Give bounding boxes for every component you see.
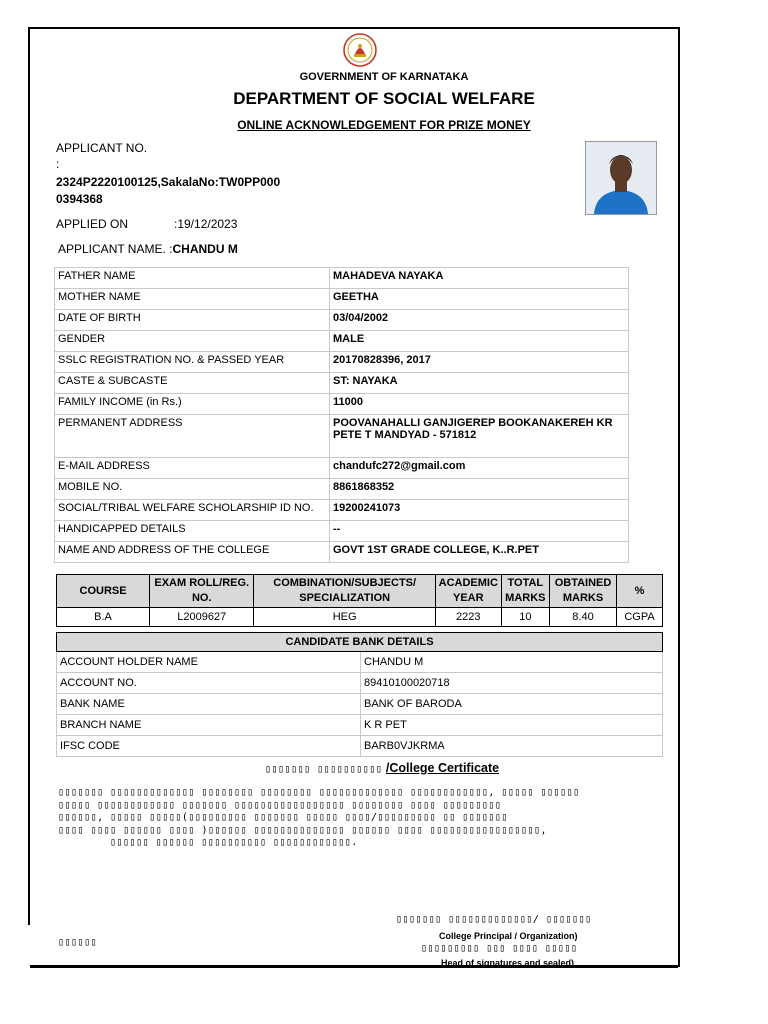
detail-value: 19200241073 <box>330 500 629 521</box>
detail-label: SSLC REGISTRATION NO. & PASSED YEAR <box>55 352 330 373</box>
principal-signature-kannada: ▯▯▯▯▯▯▯ ▯▯▯▯▯▯▯▯▯▯▯▯▯/ ▯▯▯▯▯▯▯ <box>396 914 592 925</box>
detail-row <box>55 542 629 563</box>
detail-value: MALE <box>330 331 629 352</box>
applicant-photo <box>585 141 657 215</box>
bank-label: BANK NAME <box>57 694 361 715</box>
bank-label: ACCOUNT HOLDER NAME <box>57 652 361 673</box>
detail-label: PERMANENT ADDRESS <box>55 415 330 458</box>
bank-details-title: CANDIDATE BANK DETAILS <box>57 633 663 652</box>
course-column-header: EXAM ROLL/REG. NO. <box>150 575 254 608</box>
applicant-details-table <box>54 267 629 563</box>
detail-row <box>55 352 629 373</box>
detail-value: GOVT 1ST GRADE COLLEGE, K..R.PET <box>330 542 629 563</box>
applicant-number-value: 2324P2220100125,SakalaNo:TW0PP000 0394368 <box>56 175 281 206</box>
detail-value: -- <box>330 521 629 542</box>
detail-row <box>55 521 629 542</box>
detail-value: 20170828396, 2017 <box>330 352 629 373</box>
acknowledgement-title: ONLINE ACKNOWLEDGEMENT FOR PRIZE MONEY <box>237 118 531 132</box>
course-column-header: COMBINATION/SUBJECTS/ SPECIALIZATION <box>254 575 435 608</box>
applicant-name <box>58 242 238 256</box>
bank-value: 89410100020718 <box>361 673 663 694</box>
detail-row <box>55 458 629 479</box>
detail-label: FATHER NAME <box>55 268 330 289</box>
bank-value: K R PET <box>361 715 663 736</box>
certificate-line: ▯▯▯▯▯▯ ▯▯▯▯▯▯ ▯▯▯▯▯▯▯▯▯▯ ▯▯▯▯▯▯▯▯▯▯▯▯. <box>110 837 358 848</box>
page-border-bottom <box>30 965 678 968</box>
bank-row <box>57 694 663 715</box>
college-certificate-title <box>265 761 499 775</box>
detail-value: 11000 <box>330 394 629 415</box>
detail-row <box>55 394 629 415</box>
bank-label: IFSC CODE <box>57 736 361 757</box>
detail-label: NAME AND ADDRESS OF THE COLLEGE <box>55 542 330 563</box>
bank-value: CHANDU M <box>361 652 663 673</box>
bank-row <box>57 673 663 694</box>
bank-row <box>57 736 663 757</box>
detail-label: SOCIAL/TRIBAL WELFARE SCHOLARSHIP ID NO. <box>55 500 330 521</box>
karnataka-emblem-icon <box>342 32 378 68</box>
certificate-line: ▯▯▯▯▯▯▯ ▯▯▯▯▯▯▯▯▯▯▯▯▯ ▯▯▯▯▯▯▯▯ ▯▯▯▯▯▯▯▯ ▯▯▯▯▯▯▯▯▯▯▯▯▯ ▯▯▯▯▯▯▯▯▯▯▯▯, ▯▯▯▯▯ ▯▯▯▯▯▯ <box>58 787 580 798</box>
detail-value: chandufc272@gmail.com <box>330 458 629 479</box>
detail-row <box>55 415 629 458</box>
page-border-right <box>678 27 680 967</box>
bank-label: ACCOUNT NO. <box>57 673 361 694</box>
detail-value: 03/04/2002 <box>330 310 629 331</box>
detail-label: E-MAIL ADDRESS <box>55 458 330 479</box>
page-border-top <box>28 27 680 29</box>
course-column-header: TOTAL MARKS <box>501 575 549 608</box>
course-cell: L2009627 <box>150 608 254 627</box>
detail-label: GENDER <box>55 331 330 352</box>
applied-on-value: :19/12/2023 <box>174 217 238 231</box>
detail-value: GEETHA <box>330 289 629 310</box>
detail-row <box>55 500 629 521</box>
certificate-title-kannada: ▯▯▯▯▯▯▯ ▯▯▯▯▯▯▯▯▯▯ <box>265 764 383 775</box>
certificate-line: ▯▯▯▯▯ ▯▯▯▯▯▯▯▯▯▯▯▯ ▯▯▯▯▯▯▯ ▯▯▯▯▯▯▯▯▯▯▯▯▯▯▯▯▯ ▯▯▯▯▯▯▯▯ ▯▯▯▯ ▯▯▯▯▯▯▯▯▯ <box>58 799 502 811</box>
detail-row <box>55 479 629 500</box>
course-column-header: OBTAINED MARKS <box>550 575 617 608</box>
bank-details-table <box>56 632 663 757</box>
applicant-name-value: CHANDU M <box>172 242 238 256</box>
detail-row <box>55 310 629 331</box>
page-border-left <box>28 27 30 925</box>
applied-on-label: APPLIED ON <box>56 217 129 231</box>
principal-signature-label: College Principal / Organization) <box>439 931 578 941</box>
applicant-number-colon: : <box>56 157 60 171</box>
course-cell: 2223 <box>435 608 501 627</box>
place-label: ▯▯▯▯▯▯ <box>58 937 98 948</box>
bank-label: BRANCH NAME <box>57 715 361 736</box>
detail-row <box>55 331 629 352</box>
bank-value: BANK OF BARODA <box>361 694 663 715</box>
bank-value: BARB0VJKRMA <box>361 736 663 757</box>
course-column-header: ACADEMIC YEAR <box>435 575 501 608</box>
certificate-line: ▯▯▯▯ ▯▯▯▯ ▯▯▯▯▯▯ ▯▯▯▯ )▯▯▯▯▯▯ ▯▯▯▯▯▯▯▯▯▯▯▯▯▯ ▯▯▯▯▯▯ ▯▯▯▯ ▯▯▯▯▯▯▯▯▯▯▯▯▯▯▯▯▯, <box>58 824 548 836</box>
course-cell: CGPA <box>617 608 663 627</box>
course-cell: HEG <box>254 608 435 627</box>
detail-label: MOTHER NAME <box>55 289 330 310</box>
detail-row <box>55 268 629 289</box>
bank-row <box>57 652 663 673</box>
government-heading: GOVERNMENT OF KARNATAKA <box>299 71 469 83</box>
detail-value: ST: NAYAKA <box>330 373 629 394</box>
detail-label: FAMILY INCOME (in Rs.) <box>55 394 330 415</box>
applicant-name-label: APPLICANT NAME. : <box>58 242 173 256</box>
detail-row <box>55 289 629 310</box>
head-signature-label: Head of signatures and sealed) <box>441 958 575 968</box>
detail-label: HANDICAPPED DETAILS <box>55 521 330 542</box>
certificate-body <box>58 787 658 850</box>
course-table <box>56 574 663 627</box>
course-column-header: % <box>617 575 663 608</box>
bank-row <box>57 715 663 736</box>
certificate-title-english: /College Certificate <box>385 761 500 775</box>
course-cell: B.A <box>57 608 150 627</box>
course-cell: 8.40 <box>550 608 617 627</box>
detail-row <box>55 373 629 394</box>
applicant-number-label: APPLICANT NO. <box>56 141 148 155</box>
detail-value: POOVANAHALLI GANJIGEREP BOOKANAKEREH KR PETE T MANDYAD - 571812 <box>330 415 629 458</box>
course-column-header: COURSE <box>57 575 150 608</box>
detail-label: CASTE & SUBCASTE <box>55 373 330 394</box>
certificate-line: ▯▯▯▯▯▯, ▯▯▯▯▯ ▯▯▯▯▯(▯▯▯▯▯▯▯▯▯ ▯▯▯▯▯▯▯ ▯▯▯▯▯ ▯▯▯▯/▯▯▯▯▯▯▯▯▯ ▯▯ ▯▯▯▯▯▯▯ <box>58 812 508 823</box>
detail-value: 8861868352 <box>330 479 629 500</box>
course-cell: 10 <box>501 608 549 627</box>
detail-value: MAHADEVA NAYAKA <box>330 268 629 289</box>
department-title: DEPARTMENT OF SOCIAL WELFARE <box>233 89 535 108</box>
head-signature-kannada: ▯▯▯▯▯▯▯▯▯ ▯▯▯ ▯▯▯▯ ▯▯▯▯▯ <box>421 943 578 954</box>
detail-label: DATE OF BIRTH <box>55 310 330 331</box>
detail-label: MOBILE NO. <box>55 479 330 500</box>
